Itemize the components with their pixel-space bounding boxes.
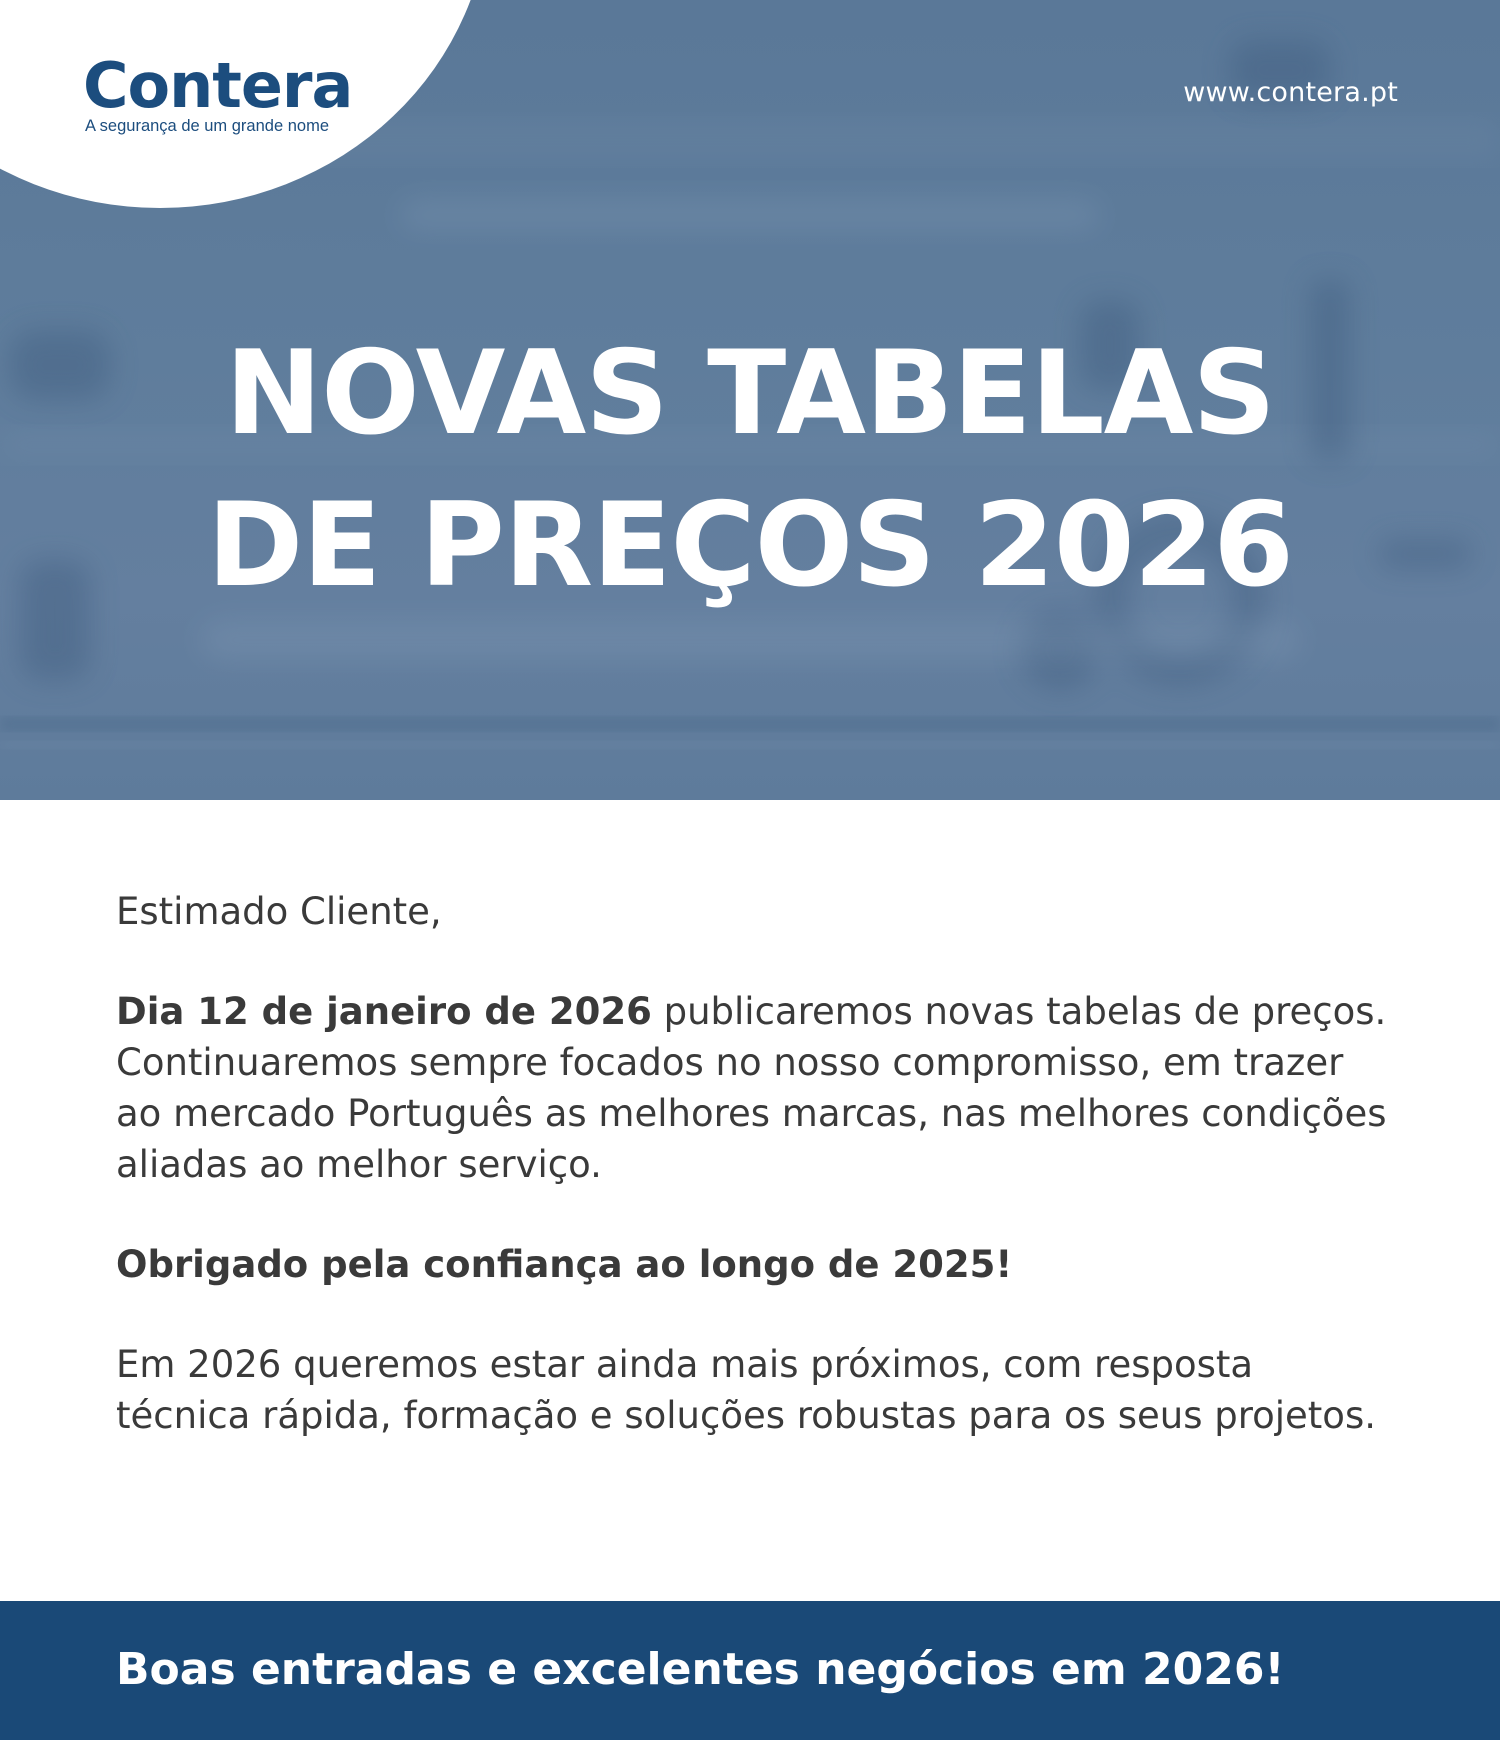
announcement-paragraph: [116, 986, 1396, 1190]
letter-body: [116, 886, 1396, 1441]
logo-tagline: A segurança de um grande nome: [85, 117, 329, 135]
hero-title-line-1: NOVAS TABELAS: [225, 326, 1275, 461]
logo-wordmark: Contera: [83, 49, 353, 122]
footer-banner: [0, 1601, 1500, 1740]
hero-title: [0, 318, 1500, 622]
hero-banner: [0, 0, 1500, 800]
hero-title-line-2: DE PREÇOS 2026: [206, 478, 1294, 613]
announcement-text: publicaremos novas tabelas de preços. Continuaremos sempre focados no nosso compromisso, em trazer ao mercado Português as melhores marcas, nas melhores condições aliadas ao melhor serviço.: [116, 990, 1387, 1186]
greeting-text: Estimado Cliente,: [116, 890, 442, 933]
footer-message: Boas entradas e excelentes negócios em 2026!: [116, 1644, 1285, 1695]
brand-logo[interactable]: [83, 50, 403, 140]
thanks-heading: Obrigado pela confiança ao longo de 2025!: [116, 1243, 1013, 1286]
closing-paragraph: Em 2026 queremos estar ainda mais próximos, com resposta técnica rápida, formação e soluções robustas para os seus projetos.: [116, 1343, 1376, 1437]
website-link[interactable]: www.contera.pt: [1183, 77, 1398, 108]
announcement-date: Dia 12 de janeiro de 2026: [116, 990, 652, 1033]
